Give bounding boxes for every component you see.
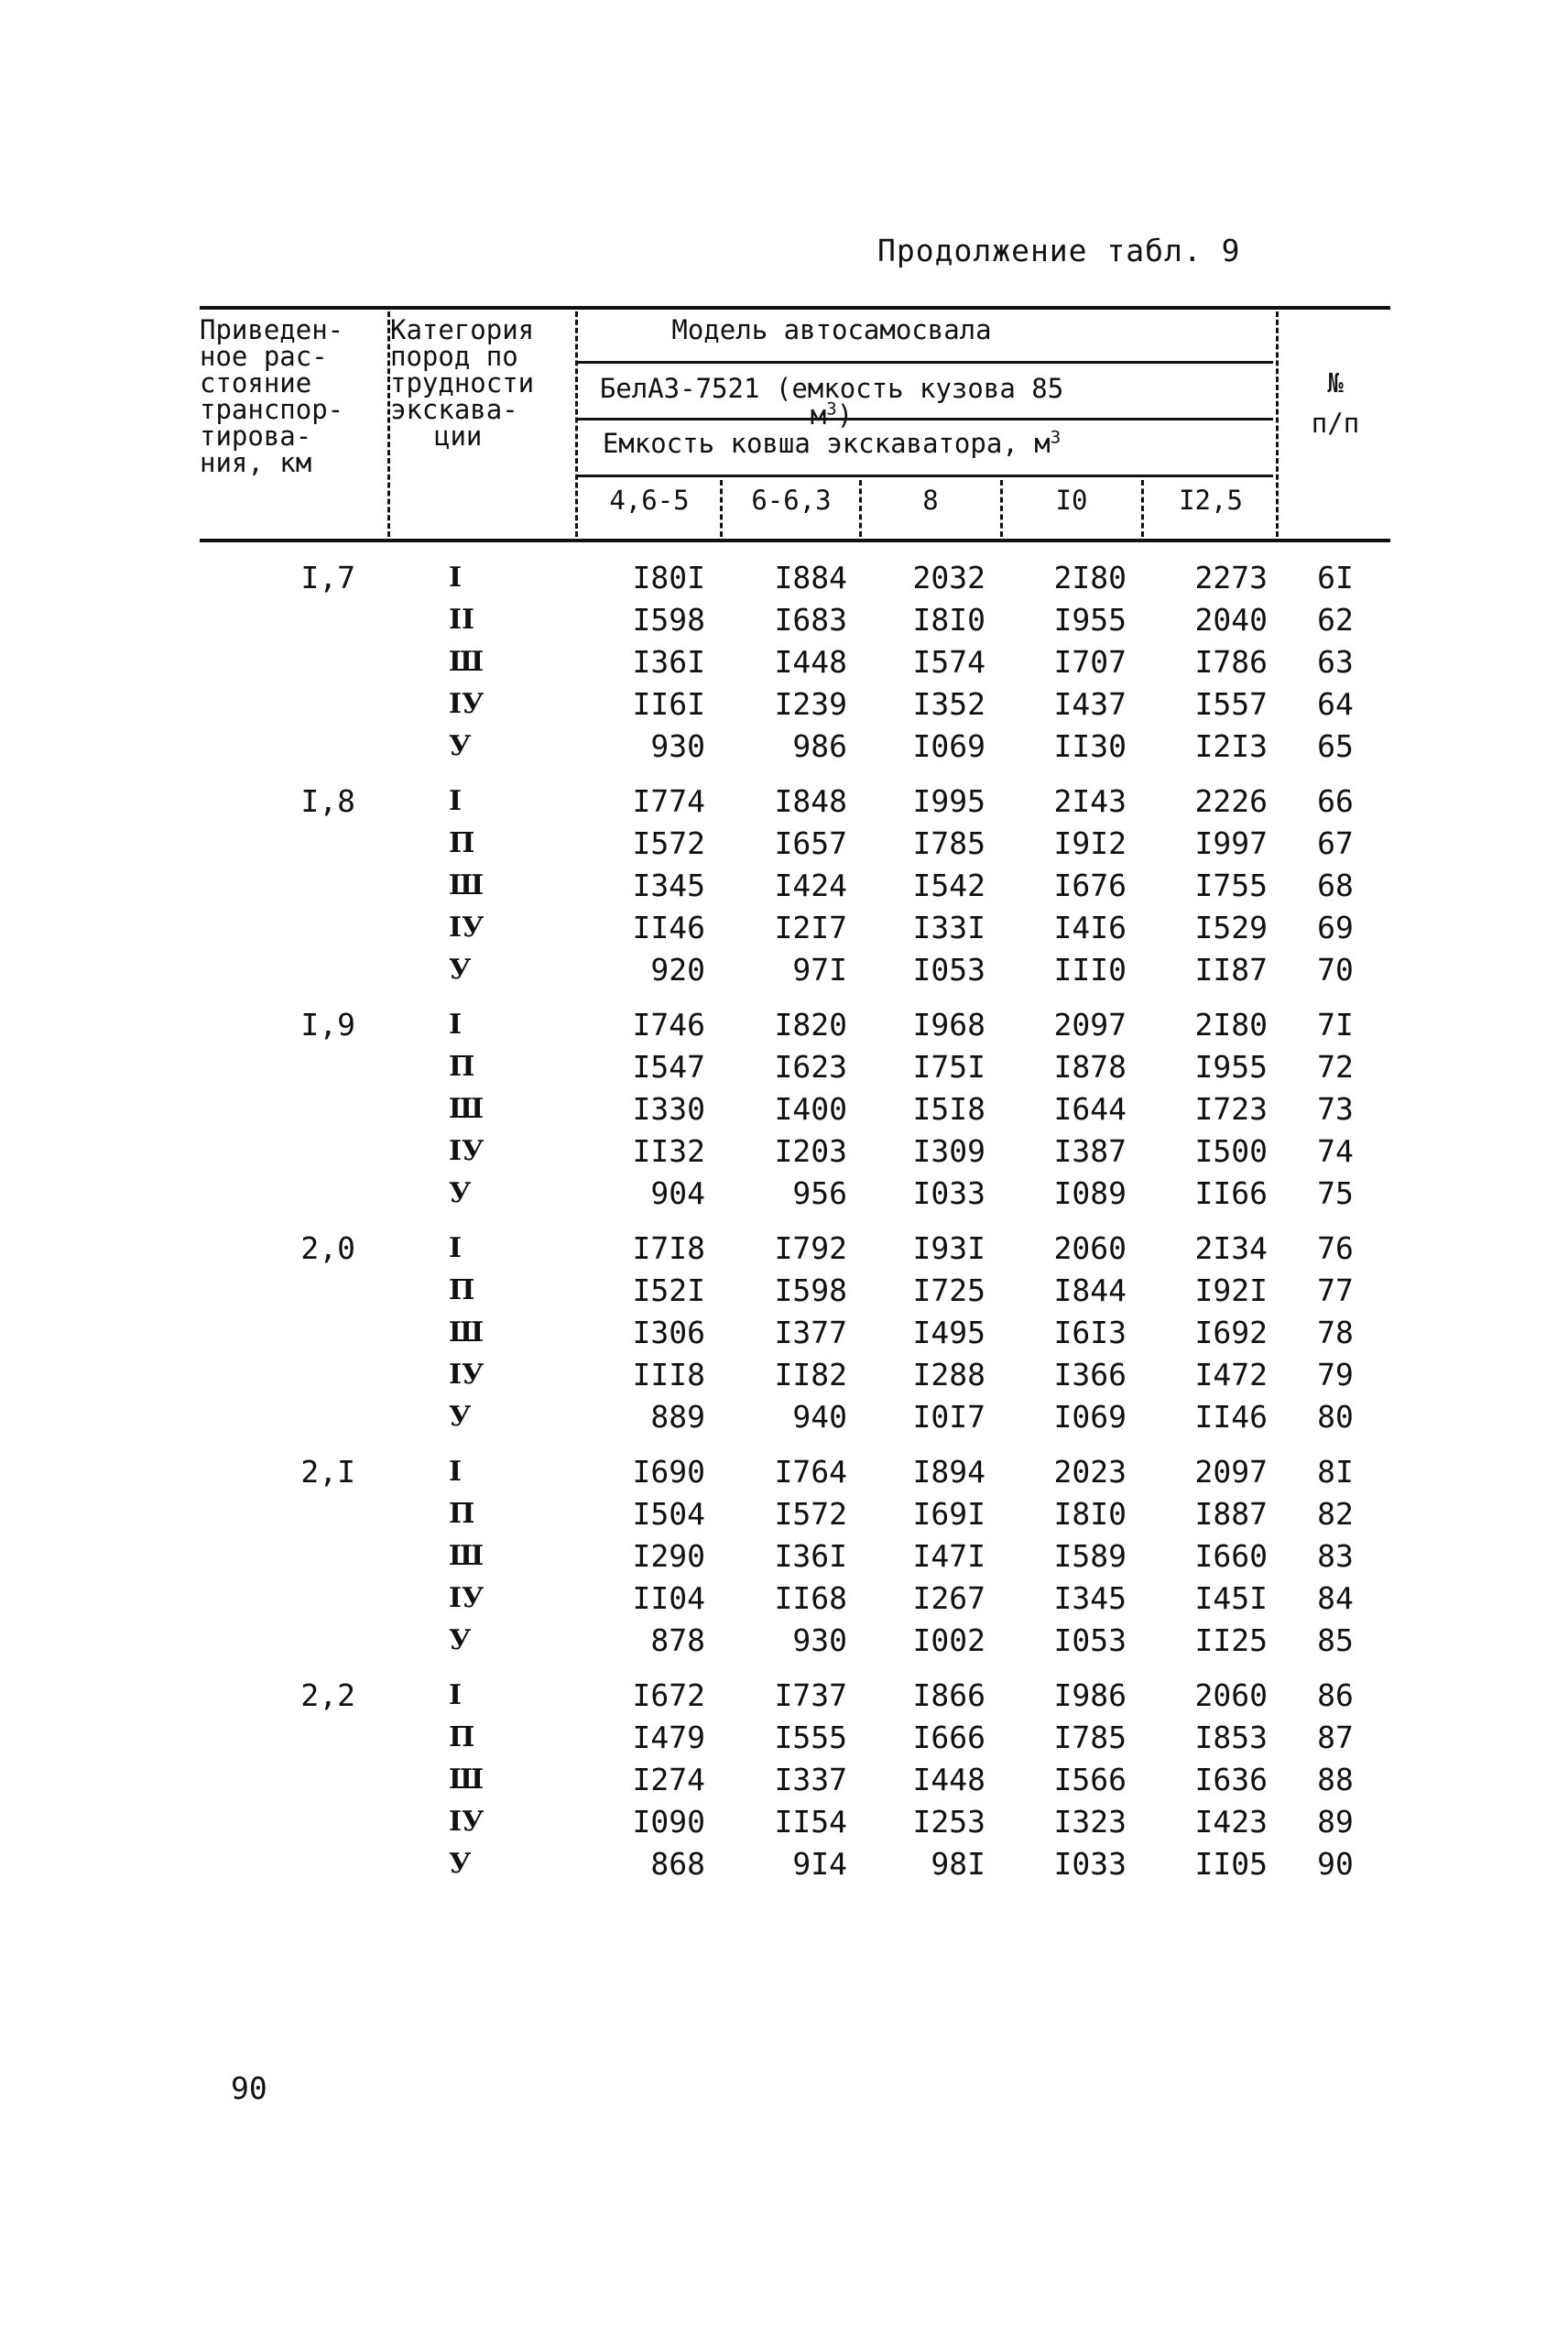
category-cell: У (449, 730, 472, 762)
value-cell: I330 (632, 1091, 705, 1127)
row-number-cell: 69 (1317, 910, 1354, 945)
value-cell: I274 (632, 1762, 705, 1797)
value-cell: II87 (1194, 952, 1268, 988)
value-cell: I878 (1053, 1049, 1127, 1085)
value-cell: I069 (912, 728, 985, 764)
category-cell: IУ (449, 1806, 485, 1838)
value-cell: I774 (632, 783, 705, 819)
value-cell: I986 (1053, 1677, 1127, 1713)
value-cell: II04 (632, 1580, 705, 1616)
value-cell: 878 (650, 1622, 705, 1658)
header-sub-col-1: 4,6-5 (609, 485, 690, 516)
category-cell: Ш (449, 869, 485, 901)
value-cell: I746 (632, 1007, 705, 1043)
value-cell: II30 (1053, 728, 1127, 764)
value-cell: I309 (912, 1133, 985, 1169)
table-row (200, 1493, 1390, 1535)
value-cell: I36I (632, 644, 705, 680)
value-cell: I887 (1194, 1496, 1268, 1532)
category-cell: Ш (449, 1764, 485, 1796)
category-cell: I (449, 1232, 463, 1264)
value-cell: 2097 (1053, 1007, 1127, 1043)
group-spacer (200, 1215, 1390, 1228)
row-number-cell: 78 (1317, 1315, 1354, 1350)
row-number-cell: 68 (1317, 868, 1354, 903)
header-distance-line: Приведен- (200, 314, 344, 345)
header-row-number (1280, 363, 1390, 443)
value-cell: I666 (912, 1720, 985, 1755)
value-cell: I089 (1053, 1175, 1127, 1211)
row-number-cell: 79 (1317, 1357, 1354, 1392)
table-row (200, 823, 1390, 865)
header-category-line: трудности (390, 367, 535, 399)
table-row (200, 1004, 1390, 1046)
row-number-cell: 89 (1317, 1804, 1354, 1840)
value-cell: I792 (774, 1230, 847, 1266)
table-row (200, 1396, 1390, 1438)
table-body (200, 557, 1390, 1885)
value-cell: I053 (912, 952, 985, 988)
value-cell: II05 (1194, 1846, 1268, 1882)
distance-group (200, 557, 1390, 768)
value-cell: I387 (1053, 1133, 1127, 1169)
value-cell: I448 (912, 1762, 985, 1797)
value-cell: I2I7 (774, 910, 847, 945)
value-cell: I692 (1194, 1315, 1268, 1350)
row-number-cell: 85 (1317, 1622, 1354, 1658)
header-sub-col-5: I2,5 (1179, 485, 1243, 516)
value-cell: 956 (792, 1175, 847, 1211)
category-cell: Ш (449, 1540, 485, 1572)
category-cell: П (449, 1721, 475, 1753)
value-cell: I598 (632, 602, 705, 638)
header-bottom-rule (200, 539, 1390, 542)
table-row (200, 1675, 1390, 1717)
value-cell: I707 (1053, 644, 1127, 680)
category-cell: IУ (449, 1135, 485, 1167)
header-belaz-sup: 3 (826, 399, 837, 420)
header-sub-col-4: I0 (1055, 485, 1088, 516)
row-number-cell: 62 (1317, 602, 1354, 638)
value-cell: I683 (774, 602, 847, 638)
group-spacer (200, 1438, 1390, 1451)
value-cell: I968 (912, 1007, 985, 1043)
table-row (200, 641, 1390, 683)
value-cell: I472 (1194, 1357, 1268, 1392)
row-number-cell: 63 (1317, 644, 1354, 680)
category-cell: Ш (449, 646, 485, 678)
value-cell: I345 (1053, 1580, 1127, 1616)
table-row (200, 1270, 1390, 1312)
table-row (200, 726, 1390, 768)
value-cell: I5I8 (912, 1091, 985, 1127)
table-row (200, 1620, 1390, 1662)
category-cell: У (449, 1848, 472, 1880)
header-belaz-model (584, 373, 1079, 431)
category-cell: У (449, 1401, 472, 1433)
value-cell: I93I (912, 1230, 985, 1266)
value-cell: I997 (1194, 825, 1268, 861)
table-row (200, 949, 1390, 991)
row-number-cell: 73 (1317, 1091, 1354, 1127)
table-row (200, 1046, 1390, 1088)
value-cell: I866 (912, 1677, 985, 1713)
table-top-rule (200, 306, 1390, 310)
value-cell: I33I (912, 910, 985, 945)
value-cell: 868 (650, 1846, 705, 1882)
value-cell: 2I43 (1053, 783, 1127, 819)
table-row (200, 599, 1390, 641)
value-cell: I8I0 (912, 602, 985, 638)
value-cell: I6I3 (1053, 1315, 1127, 1350)
value-cell: I4I6 (1053, 910, 1127, 945)
header-category (390, 314, 583, 452)
value-cell: I660 (1194, 1538, 1268, 1574)
row-number-cell: 80 (1317, 1399, 1354, 1435)
value-cell: I844 (1053, 1272, 1127, 1308)
value-cell: I47I (912, 1538, 985, 1574)
value-cell: 904 (650, 1175, 705, 1211)
value-cell: I033 (912, 1175, 985, 1211)
category-cell: I (449, 1679, 463, 1711)
value-cell: I644 (1053, 1091, 1127, 1127)
header-distance-line: ния, км (200, 447, 312, 478)
category-cell: У (449, 1624, 472, 1656)
value-cell: 986 (792, 728, 847, 764)
table-row (200, 683, 1390, 726)
value-cell: I053 (1053, 1622, 1127, 1658)
header-sub-col-2: 6-6,3 (751, 485, 832, 516)
value-cell: I7I8 (632, 1230, 705, 1266)
value-cell: I377 (774, 1315, 847, 1350)
category-cell: I (449, 562, 463, 594)
value-cell: I090 (632, 1804, 705, 1840)
value-cell: I764 (774, 1454, 847, 1490)
value-cell: 889 (650, 1399, 705, 1435)
value-cell: I69I (912, 1496, 985, 1532)
value-cell: I529 (1194, 910, 1268, 945)
table-row (200, 1354, 1390, 1396)
value-cell: I479 (632, 1720, 705, 1755)
header-distance-line: транспор- (200, 394, 344, 425)
value-cell: I574 (912, 644, 985, 680)
value-cell: 2226 (1194, 783, 1268, 819)
header-num-label: п/п (1311, 408, 1360, 439)
value-cell: I955 (1053, 602, 1127, 638)
row-number-cell: 76 (1317, 1230, 1354, 1266)
row-number-cell: 65 (1317, 728, 1354, 764)
value-cell: I253 (912, 1804, 985, 1840)
value-cell: I52I (632, 1272, 705, 1308)
category-cell: IУ (449, 1582, 485, 1614)
table-row (200, 1801, 1390, 1843)
bucket-divider-rule (577, 475, 1273, 477)
row-number-cell: 7I (1317, 1007, 1354, 1043)
category-cell: У (449, 1177, 472, 1209)
table-row (200, 1759, 1390, 1801)
header-distance (200, 314, 383, 478)
table-row (200, 1578, 1390, 1620)
value-cell: 2060 (1194, 1677, 1268, 1713)
value-cell: II25 (1194, 1622, 1268, 1658)
value-cell: I676 (1053, 868, 1127, 903)
category-cell: IУ (449, 688, 485, 720)
value-cell: I45I (1194, 1580, 1268, 1616)
value-cell: I424 (774, 868, 847, 903)
value-cell: 2273 (1194, 560, 1268, 595)
value-cell: I288 (912, 1357, 985, 1392)
row-number-cell: 86 (1317, 1677, 1354, 1713)
value-cell: I547 (632, 1049, 705, 1085)
category-cell: П (449, 1274, 475, 1306)
value-cell: I589 (1053, 1538, 1127, 1574)
value-cell: I366 (1053, 1357, 1127, 1392)
value-cell: I853 (1194, 1720, 1268, 1755)
table-row (200, 1130, 1390, 1173)
value-cell: III8 (632, 1357, 705, 1392)
header-num-sign: № (1327, 367, 1344, 399)
value-cell: I848 (774, 783, 847, 819)
value-cell: 2I34 (1194, 1230, 1268, 1266)
value-cell: I448 (774, 644, 847, 680)
row-number-cell: 72 (1317, 1049, 1354, 1085)
distance-cell: I,7 (300, 560, 355, 595)
category-cell: У (449, 954, 472, 986)
value-cell: II32 (632, 1133, 705, 1169)
row-number-cell: 87 (1317, 1720, 1354, 1755)
category-cell: I (449, 1009, 463, 1041)
value-cell: 940 (792, 1399, 847, 1435)
value-cell: 930 (792, 1622, 847, 1658)
header-category-line: ции (434, 420, 483, 452)
table-row (200, 1451, 1390, 1493)
value-cell: II54 (774, 1804, 847, 1840)
value-cell: I598 (774, 1272, 847, 1308)
value-cell: I75I (912, 1049, 985, 1085)
value-cell: I755 (1194, 868, 1268, 903)
value-cell: 2I80 (1194, 1007, 1268, 1043)
value-cell: I423 (1194, 1804, 1268, 1840)
header-bucket-text: Емкость ковша экскаватора, м (602, 428, 1051, 459)
value-cell: II68 (774, 1580, 847, 1616)
table-row (200, 1312, 1390, 1354)
value-cell: I657 (774, 825, 847, 861)
header-model-title: Модель автосамосвала (671, 314, 992, 345)
header-category-line: пород по (390, 341, 518, 372)
row-number-cell: 8I (1317, 1454, 1354, 1490)
value-cell: I323 (1053, 1804, 1127, 1840)
value-cell: III0 (1053, 952, 1127, 988)
value-cell: I345 (632, 868, 705, 903)
page-number: 90 (231, 2070, 267, 2106)
value-cell: I884 (774, 560, 847, 595)
category-cell: П (449, 827, 475, 859)
header-distance-line: ное рас- (200, 341, 328, 372)
table-row (200, 1088, 1390, 1130)
value-cell: I8I0 (1053, 1496, 1127, 1532)
table-row (200, 1717, 1390, 1759)
value-cell: I267 (912, 1580, 985, 1616)
distance-group (200, 1228, 1390, 1438)
table-row (200, 1173, 1390, 1215)
header-sub-col-3: 8 (922, 485, 939, 516)
value-cell: I92I (1194, 1272, 1268, 1308)
category-cell: IУ (449, 912, 485, 944)
value-cell: 2040 (1194, 602, 1268, 638)
value-cell: I725 (912, 1272, 985, 1308)
value-cell: 2I80 (1053, 560, 1127, 595)
table-row (200, 781, 1390, 823)
row-number-cell: 6I (1317, 560, 1354, 595)
model-divider-rule (577, 361, 1273, 364)
value-cell: I955 (1194, 1049, 1268, 1085)
value-cell: II46 (1194, 1399, 1268, 1435)
group-spacer (200, 1662, 1390, 1675)
value-cell: 2097 (1194, 1454, 1268, 1490)
value-cell: I566 (1053, 1762, 1127, 1797)
value-cell: 920 (650, 952, 705, 988)
row-number-cell: 67 (1317, 825, 1354, 861)
value-cell: I2I3 (1194, 728, 1268, 764)
value-cell: I894 (912, 1454, 985, 1490)
value-cell: I737 (774, 1677, 847, 1713)
distance-cell: I,9 (300, 1007, 355, 1043)
row-number-cell: 83 (1317, 1538, 1354, 1574)
value-cell: 9I4 (792, 1846, 847, 1882)
value-cell: 97I (792, 952, 847, 988)
distance-group (200, 1675, 1390, 1885)
category-cell: I (449, 1456, 463, 1488)
value-cell: I290 (632, 1538, 705, 1574)
value-cell: I636 (1194, 1762, 1268, 1797)
value-cell: I723 (1194, 1091, 1268, 1127)
header-distance-line: тирова- (200, 420, 312, 452)
value-cell: 2023 (1053, 1454, 1127, 1490)
category-cell: Ш (449, 1316, 485, 1349)
header-category-line: Категория (390, 314, 535, 345)
value-cell: I542 (912, 868, 985, 903)
group-spacer (200, 991, 1390, 1004)
value-cell: I033 (1053, 1846, 1127, 1882)
header-distance-line: стояние (200, 367, 312, 399)
row-number-cell: 88 (1317, 1762, 1354, 1797)
value-cell: 2032 (912, 560, 985, 595)
value-cell: 98I (931, 1846, 985, 1882)
category-cell: IУ (449, 1359, 485, 1391)
row-number-cell: 90 (1317, 1846, 1354, 1882)
row-number-cell: 82 (1317, 1496, 1354, 1532)
value-cell: I36I (774, 1538, 847, 1574)
distance-cell: I,8 (300, 783, 355, 819)
category-cell: II (449, 604, 475, 636)
table-continuation-caption: Продолжение табл. 9 (877, 233, 1241, 268)
value-cell: I239 (774, 686, 847, 722)
value-cell: I572 (774, 1496, 847, 1532)
value-cell: II82 (774, 1357, 847, 1392)
header-category-line: экскава- (390, 394, 518, 425)
value-cell: I504 (632, 1496, 705, 1532)
value-cell: I400 (774, 1091, 847, 1127)
table-row (200, 865, 1390, 907)
value-cell: I557 (1194, 686, 1268, 722)
table-row (200, 1535, 1390, 1578)
value-cell: II46 (632, 910, 705, 945)
value-cell: I785 (1053, 1720, 1127, 1755)
table-row (200, 1228, 1390, 1270)
value-cell: 2060 (1053, 1230, 1127, 1266)
row-number-cell: 77 (1317, 1272, 1354, 1308)
category-cell: I (449, 785, 463, 817)
value-cell: I995 (912, 783, 985, 819)
category-cell: П (449, 1051, 475, 1083)
row-number-cell: 70 (1317, 952, 1354, 988)
value-cell: I690 (632, 1454, 705, 1490)
header-belaz-suffix: ) (836, 399, 854, 431)
value-cell: I002 (912, 1622, 985, 1658)
row-number-cell: 74 (1317, 1133, 1354, 1169)
value-cell: I337 (774, 1762, 847, 1797)
distance-cell: 2,I (300, 1454, 355, 1490)
distance-group (200, 1451, 1390, 1662)
row-number-cell: 84 (1317, 1580, 1354, 1616)
value-cell: I80I (632, 560, 705, 595)
group-spacer (200, 768, 1390, 781)
value-cell: I555 (774, 1720, 847, 1755)
value-cell: I572 (632, 825, 705, 861)
table-row (200, 1843, 1390, 1885)
value-cell: I352 (912, 686, 985, 722)
row-number-cell: 75 (1317, 1175, 1354, 1211)
table-row (200, 907, 1390, 949)
value-cell: I0I7 (912, 1399, 985, 1435)
value-cell: I820 (774, 1007, 847, 1043)
value-cell: I786 (1194, 644, 1268, 680)
value-cell: I672 (632, 1677, 705, 1713)
header-bucket-capacity (584, 427, 1079, 459)
category-cell: Ш (449, 1093, 485, 1125)
value-cell: I500 (1194, 1133, 1268, 1169)
value-cell: I495 (912, 1315, 985, 1350)
value-cell: I437 (1053, 686, 1127, 722)
value-cell: I623 (774, 1049, 847, 1085)
distance-group (200, 781, 1390, 991)
header-belaz-text: БелАЗ-7521 (емкость кузова 85 м (599, 373, 1064, 431)
value-cell: I203 (774, 1133, 847, 1169)
value-cell: 930 (650, 728, 705, 764)
value-cell: II66 (1194, 1175, 1268, 1211)
distance-cell: 2,2 (300, 1677, 355, 1713)
row-number-cell: 66 (1317, 783, 1354, 819)
distance-group (200, 1004, 1390, 1215)
row-number-cell: 64 (1317, 686, 1354, 722)
value-cell: II6I (632, 686, 705, 722)
distance-cell: 2,0 (300, 1230, 355, 1266)
table-row (200, 557, 1390, 599)
value-cell: I785 (912, 825, 985, 861)
value-cell: I306 (632, 1315, 705, 1350)
value-cell: I069 (1053, 1399, 1127, 1435)
category-cell: П (449, 1498, 475, 1530)
header-bucket-sup: 3 (1050, 427, 1062, 448)
value-cell: I9I2 (1053, 825, 1127, 861)
